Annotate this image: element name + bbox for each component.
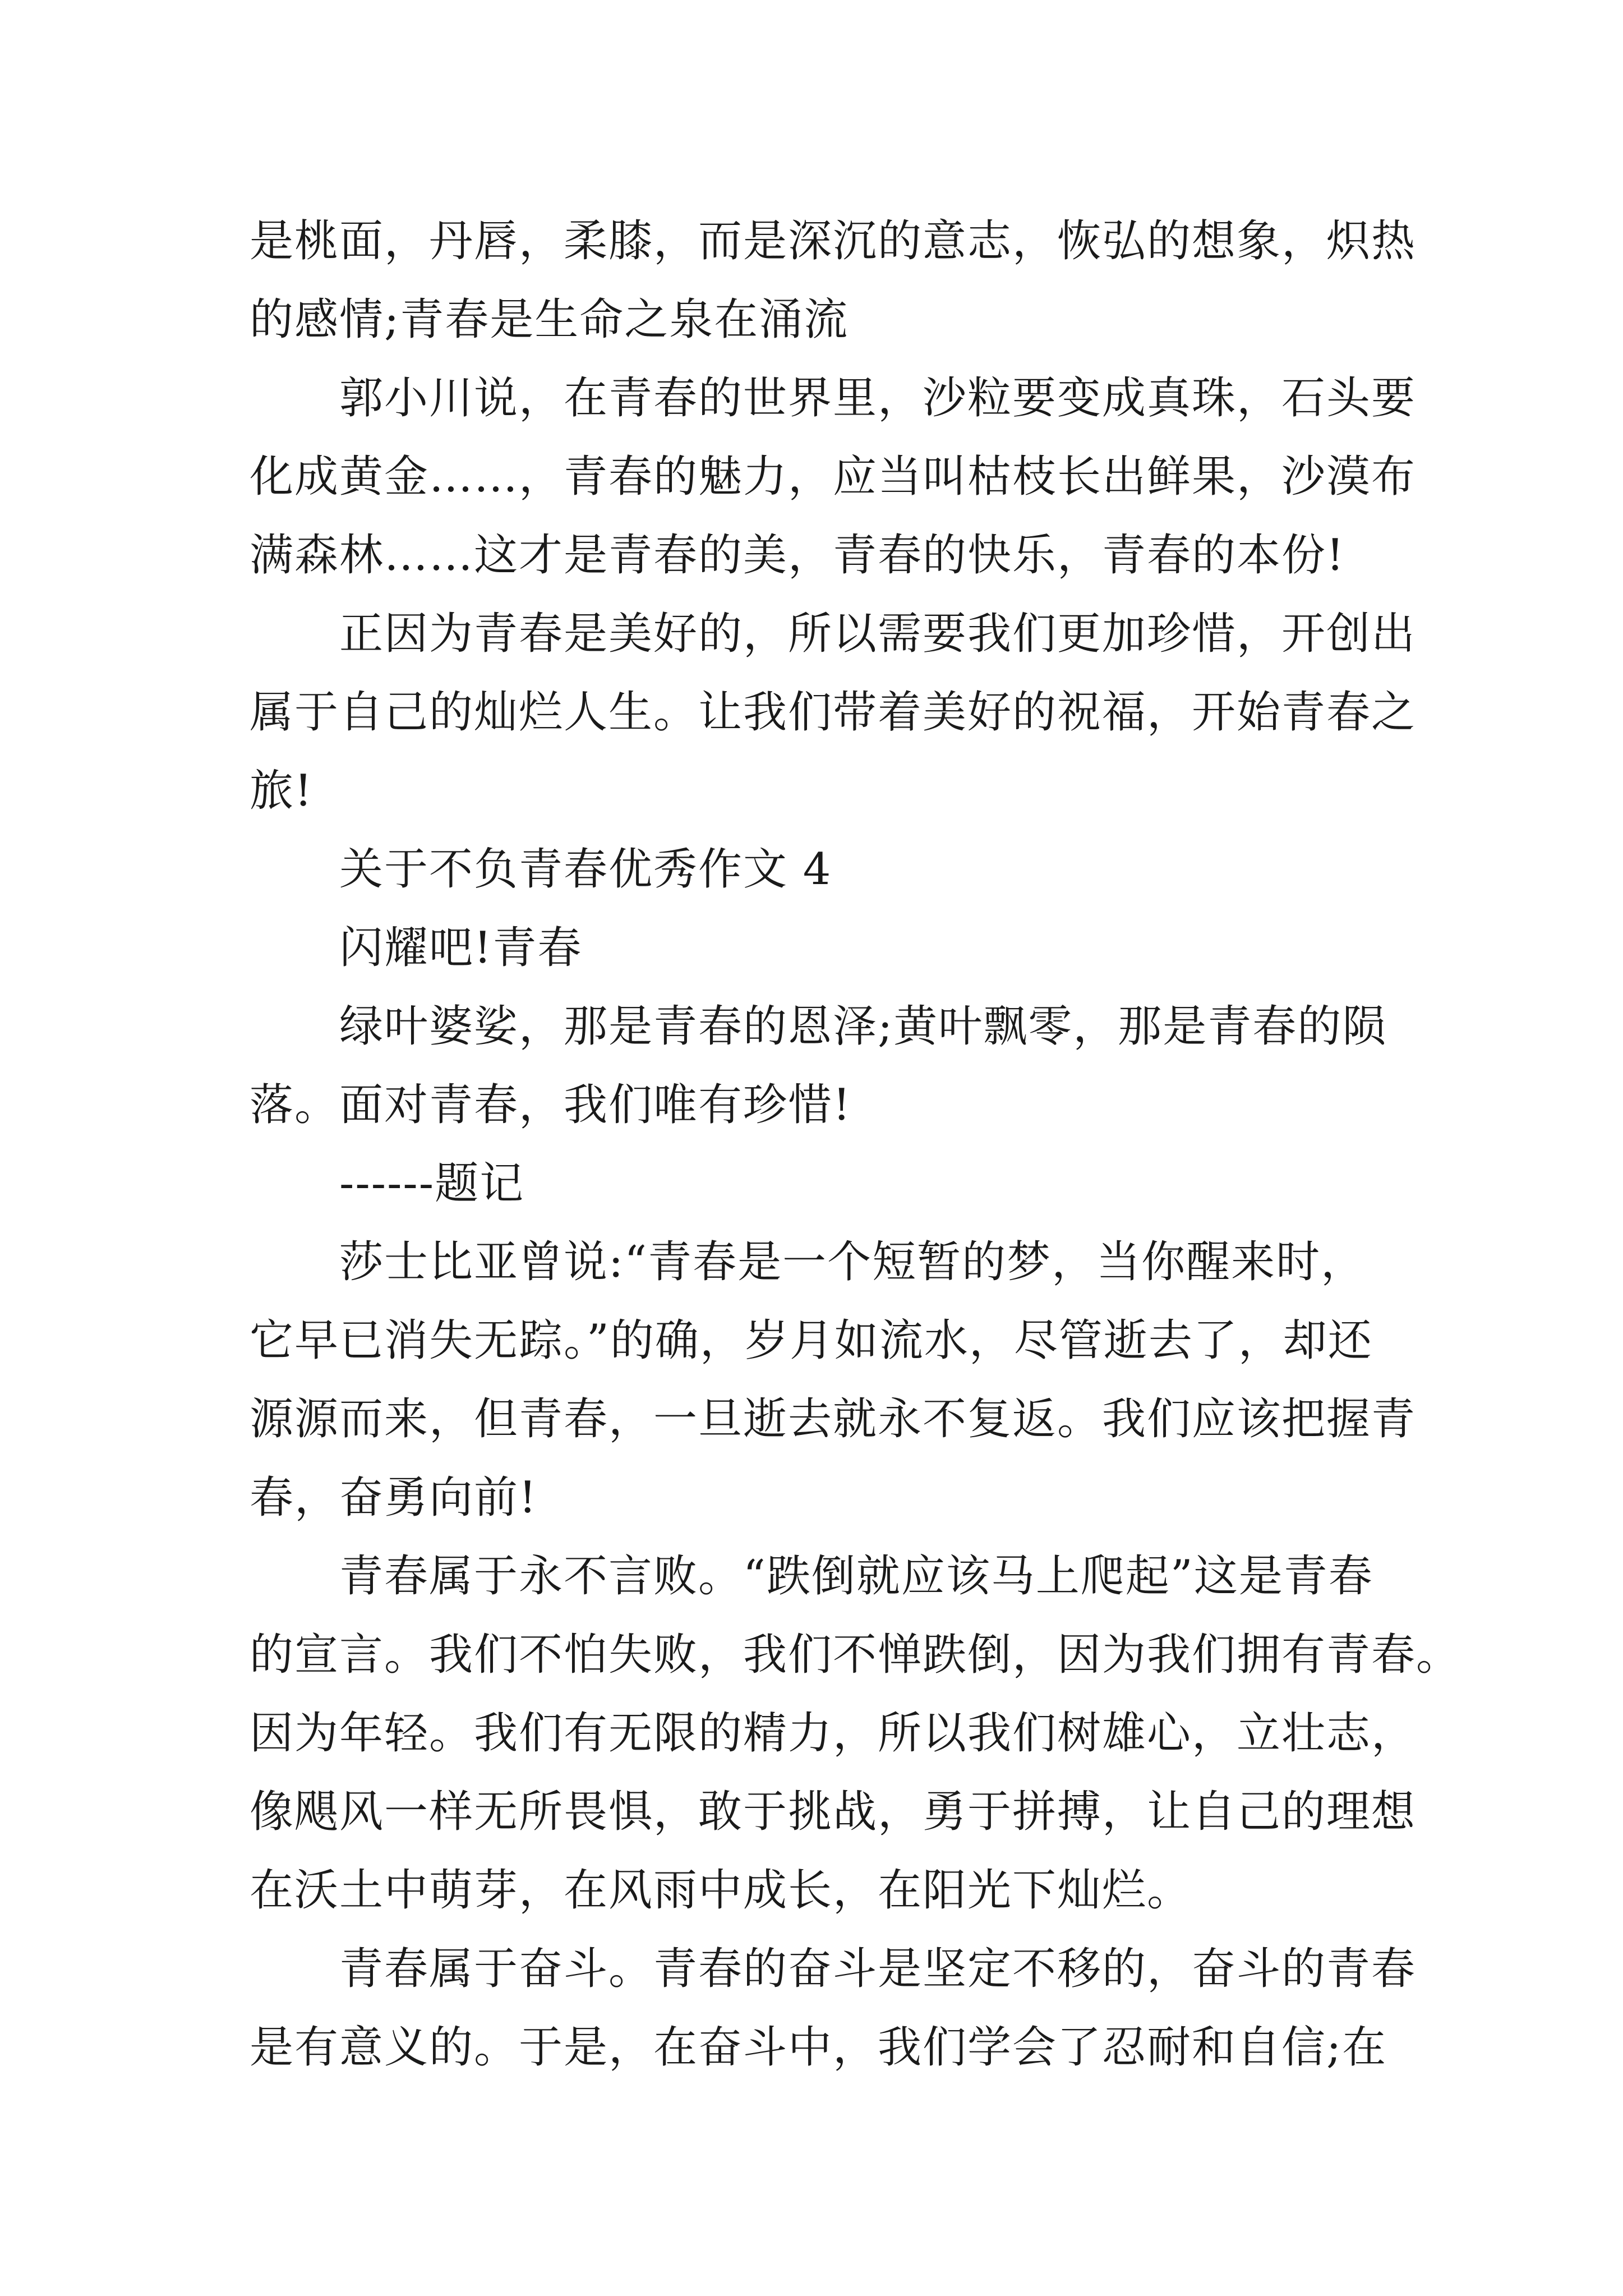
text-line: 青春属于永不言败。“跌倒就应该马上爬起”这是青春 xyxy=(339,1551,1373,1602)
text-line: 因为年轻。我们有无限的精力，所以我们树雄心，立壮志， xyxy=(250,1708,1417,1759)
text-line: 绿叶婆娑，那是青春的恩泽;黄叶飘零，那是青春的陨 xyxy=(339,1001,1387,1052)
text-line: 是有意义的。于是，在奋斗中，我们学会了忍耐和自信;在 xyxy=(250,2022,1387,2073)
text-line: 它早已消失无踪。”的确，岁月如流水，尽管逝去了，却还 xyxy=(250,1315,1373,1366)
text-line: 青春属于奋斗。青春的奋斗是坚定不移的，奋斗的青春 xyxy=(339,1944,1417,1994)
text-line: 源源而来，但青春，一旦逝去就永不复返。我们应该把握青 xyxy=(250,1394,1417,1444)
text-line: 旅! xyxy=(250,766,313,816)
text-line: 的感情;青春是生命之泉在涌流 xyxy=(250,295,849,345)
text-line: 是桃面，丹唇，柔膝，而是深沉的意志，恢弘的想象，炽热 xyxy=(250,216,1417,266)
text-line: 在沃土中萌芽，在风雨中成长，在阳光下灿烂。 xyxy=(250,1865,1192,1916)
section-heading: 关于不负青春优秀作文 4 xyxy=(339,844,832,895)
essay-title: 闪耀吧!青春 xyxy=(339,923,583,973)
text-line: 像飓风一样无所畏惧，敢于挑战，勇于拼搏，让自己的理想 xyxy=(250,1787,1417,1837)
text-line: 莎士比亚曾说:“青春是一个短暂的梦，当你醒来时， xyxy=(339,1237,1366,1287)
text-line: 属于自己的灿烂人生。让我们带着美好的祝福，开始青春之 xyxy=(250,687,1417,738)
text-line: 的宣言。我们不怕失败，我们不惮跌倒，因为我们拥有青春。 xyxy=(250,1630,1461,1680)
text-line: 满森林……这才是青春的美，青春的快乐，青春的本份! xyxy=(250,530,1345,581)
text-line: 郭小川说，在青春的世界里，沙粒要变成真珠，石头要 xyxy=(339,373,1417,424)
text-line: 落。面对青春，我们唯有珍惜! xyxy=(250,1080,852,1130)
text-line: 正因为青春是美好的，所以需要我们更加珍惜，开创出 xyxy=(339,609,1417,659)
epigraph-attribution: ------题记 xyxy=(339,1158,525,1209)
text-line: 化成黄金……，青春的魅力，应当叫枯枝长出鲜果，沙漠布 xyxy=(250,452,1417,502)
text-line: 春，奋勇向前! xyxy=(250,1473,538,1523)
document-body xyxy=(250,202,1461,2087)
